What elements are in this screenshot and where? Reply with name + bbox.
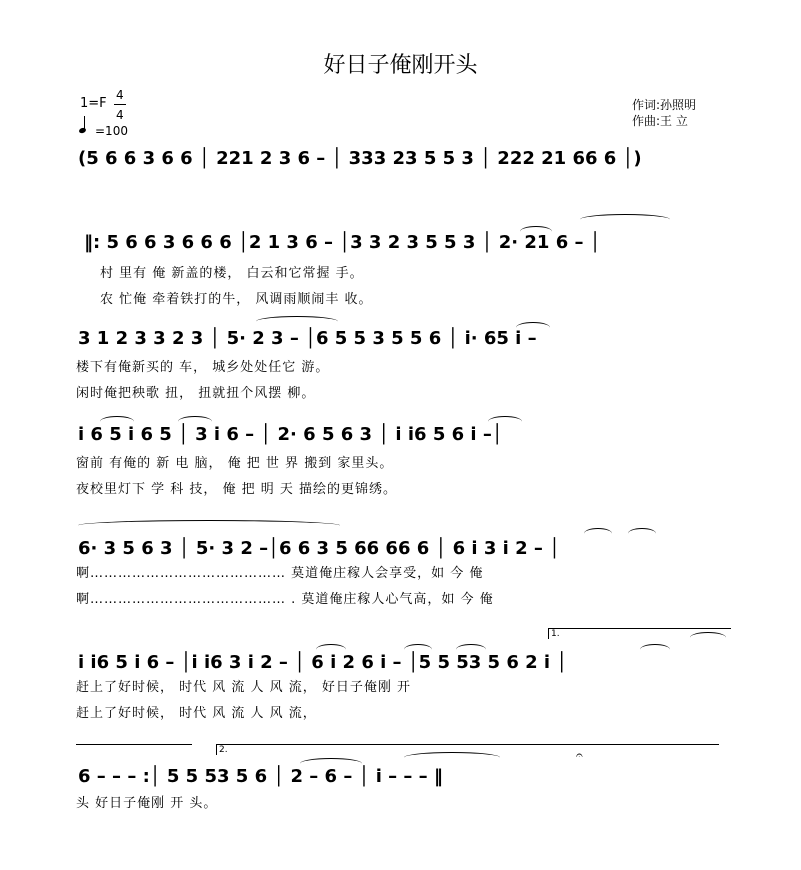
lyrics-verse2-row4: 啊…………………………………… . 莫道俺庄稼人心气高，如 今 俺: [76, 592, 494, 607]
slur: [516, 322, 550, 333]
lyrics-verse2-row5: 赶上了好时候， 时代 风 流 人 风 流，: [76, 706, 317, 721]
score-row-4: 6· 3 5 6 3 │ 5· 3 2 –│6 6 3 5 66 66 6 │ 6 i 3 i 2 – │: [78, 538, 560, 559]
slur: [456, 644, 486, 655]
lyrics-verse1-row1: 村 里有 俺 新盖的楼， 白云和它常握 手。: [100, 266, 364, 281]
slur: [78, 520, 340, 531]
slur: [520, 226, 552, 237]
page-title: 好日子俺刚开头: [323, 53, 478, 78]
slur: [256, 316, 338, 327]
lyrics-verse1-row2: 楼下有俺新买的 车， 城乡处处任它 游。: [76, 360, 330, 375]
volta-bracket-line: [76, 744, 192, 745]
score-row-6: 6 – – – :│ 5 5 53 5 6 │ 2 – 6 – │ i – – – ‖: [78, 766, 443, 787]
slur: [404, 752, 500, 763]
lyrics-verse1-row6: 头 好日子俺刚 开 头。: [76, 796, 218, 811]
lyrics-verse2-row3: 夜校里灯下 学 科 技， 俺 把 明 天 描绘的更锦绣。: [76, 482, 398, 497]
lyrics-verse1-row3: 窗前 有俺的 新 电 脑， 俺 把 世 界 搬到 家里头。: [76, 456, 394, 471]
lyrics-verse1-row5: 赶上了好时候， 时代 风 流 人 风 流， 好日子俺刚 开: [76, 680, 412, 695]
slur: [580, 214, 670, 225]
quarter-note-icon: [84, 116, 91, 130]
time-signature-top: 4: [116, 88, 124, 102]
slur: [640, 644, 670, 655]
lyrics-verse2-row2: 闲时俺把秧歌 扭， 扭就扭个风摆 柳。: [76, 386, 316, 401]
time-signature-divider: [114, 104, 126, 105]
slur: [100, 416, 134, 427]
lyrics-verse1-row4: 啊…………………………………… 莫道俺庄稼人会享受，如 今 俺: [76, 566, 484, 581]
slur: [178, 416, 212, 427]
slur: [300, 758, 362, 769]
time-signature-bottom: 4: [116, 108, 124, 122]
lyrics-verse2-row1: 农 忙俺 牵着铁打的牛， 风调雨顺闹丰 收。: [100, 292, 373, 307]
slur: [316, 644, 346, 655]
score-row-3: i 6 5 i 6 5 │ 3 i 6 – │ 2· 6 5 6 3 │ i i6 5 6 i –│: [78, 424, 503, 445]
composer-credit: 作曲:王 立: [632, 114, 688, 128]
volta-second-ending: 2.: [216, 744, 719, 755]
slur: [404, 644, 432, 655]
key-signature: 1=F: [80, 96, 107, 111]
tempo-marking: =100: [95, 124, 128, 138]
slur: [690, 632, 726, 643]
lyricist-credit: 作词:孙照明: [632, 98, 697, 112]
score-row-intro: (5 6 6 3 6 6 │ 221 2 3 6 – │ 333 23 5 5 3 │ 222 21 66 6 │): [78, 148, 642, 169]
fermata-icon: 𝄐: [576, 748, 583, 762]
score-row-1: ‖: 5 6 6 3 6 6 6 │2 1 3 6 – │3 3 2 3 5 5 3 │ 2· 21 6 – │: [84, 232, 601, 253]
slur: [628, 528, 656, 539]
volta-first-ending: 1.: [548, 628, 731, 639]
score-row-5: i i6 5 i 6 – │i i6 3 i 2 – │ 6 i 2 6 i – │5 5 53 5 6 2 i │: [78, 652, 568, 673]
slur: [584, 528, 612, 539]
score-row-2: 3 1 2 3 3 2 3 │ 5· 2 3 – │6 5 5 3 5 5 6 │ i· 65 i –: [78, 328, 537, 349]
slur: [488, 416, 522, 427]
